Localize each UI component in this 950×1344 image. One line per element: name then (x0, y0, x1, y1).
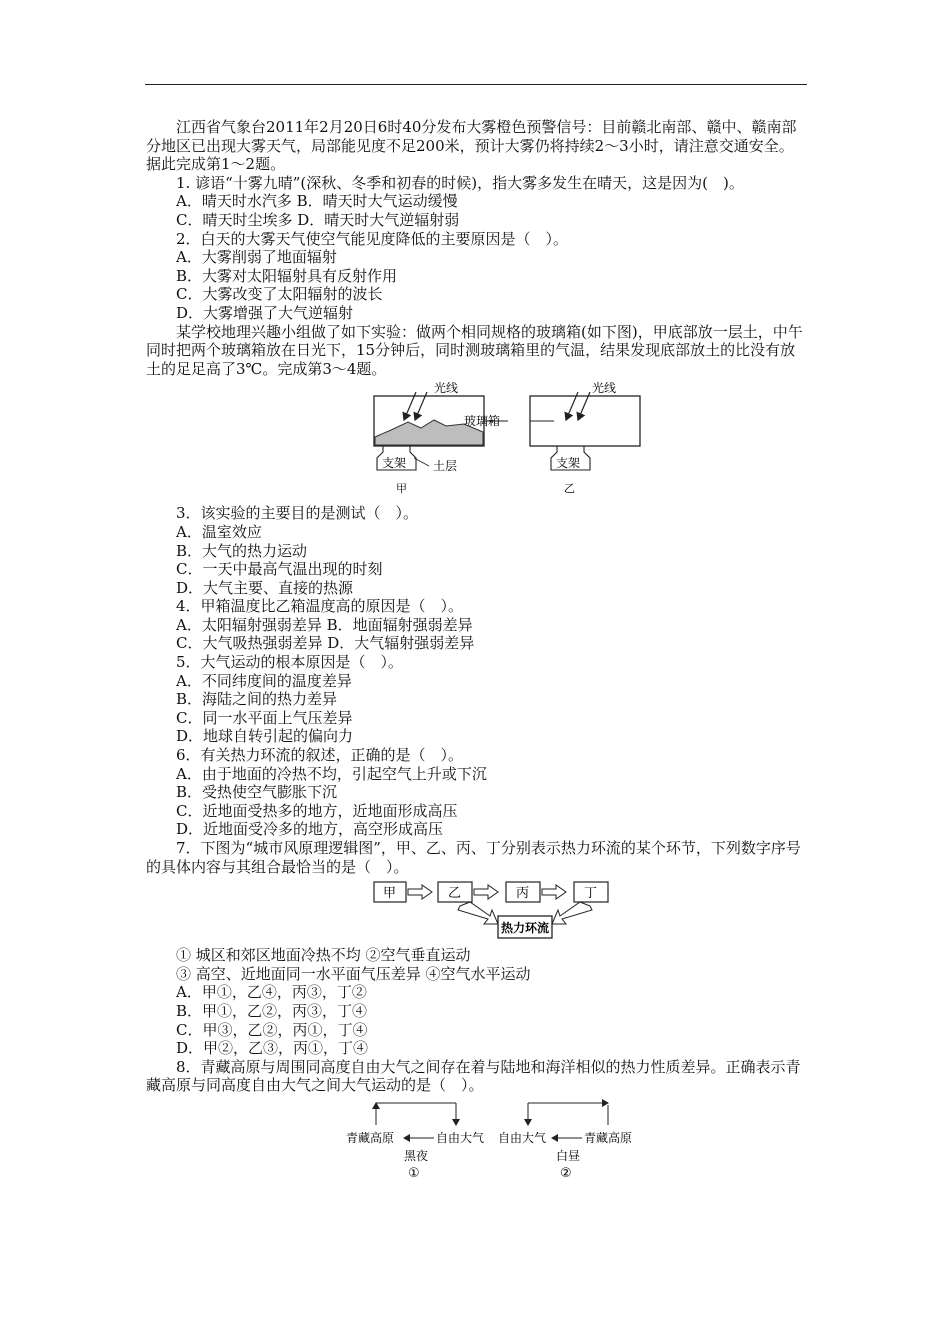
question-5-option: A．不同纬度间的温度差异 (176, 671, 352, 690)
left-caption: 黑夜 (404, 1148, 429, 1163)
question-7-option: A．甲①，乙④，丙③，丁② (176, 983, 367, 1002)
right-air-label: 自由大气 (498, 1130, 547, 1145)
question-8-stem: 8．青藏高原与周围同高度自由大气之间存在着与陆地和海洋相似的热力性质差异。正确表示青藏高原与同高度自由大气之间大气运动的是（ ）。 (146, 1057, 801, 1095)
question-6-option: A．由于地面的冷热不均，引起空气上升或下沉 (176, 764, 487, 783)
question-1-option: A．晴天时水汽多 B．晴天时大气运动缓慢 (176, 192, 458, 211)
question-6-stem: 6．有关热力环流的叙述，正确的是（ ）。 (176, 746, 464, 765)
intro-paragraph-2: 某学校地理兴趣小组做了如下实验：做两个相同规格的玻璃箱(如下图)，甲底部放一层土，中午同时把两个玻璃箱放在日光下，15分钟后，同时测玻璃箱里的气温，结果发现底部放土的比没有放土的足足高了3℃。完成第3～4题。 (146, 322, 803, 378)
box-jia-label: 甲 (396, 482, 407, 496)
question-2-option: C．大雾改变了太阳辐射的波长 (176, 285, 383, 304)
glass-box-label: 玻璃箱 (464, 414, 501, 429)
question-5-stem: 5．大气运动的根本原因是（ ）。 (176, 653, 404, 672)
question-5-option: C．同一水平面上气压差异 (176, 708, 353, 727)
question-6-option: C．近地面受热多的地方，近地面形成高压 (176, 801, 458, 820)
question-2-option: B．大雾对太阳辐射具有反射作用 (176, 266, 398, 285)
question-4-option: C．大气吸热强弱差异 D．大气辐射强弱差异 (176, 634, 475, 653)
question-7-option: C．甲③，乙②，丙①，丁④ (176, 1020, 368, 1039)
question-1-option: C．晴天时尘埃多 D．晴天时大气逆辐射弱 (176, 210, 460, 229)
left-air-label: 自由大气 (436, 1130, 485, 1145)
question-7-option: D．甲②，乙③，丙①，丁④ (176, 1039, 369, 1058)
light-label-2: 光线 (592, 381, 617, 396)
question-3-stem: 3．该实验的主要目的是测试（ ）。 (176, 504, 419, 523)
question-4-stem: 4．甲箱温度比乙箱温度高的原因是（ ）。 (176, 597, 464, 616)
intro-paragraph-1: 江西省气象台2011年2月20日6时40分发布大雾橙色预警信号：目前赣北南部、赣中、赣南部分地区已出现大雾天气，局部能见度不足200米，预计大雾仍将持续2～3小时，请注意交通安全。据此完成第1～2题。 (146, 118, 797, 174)
question-3-option: B．大气的热力运动 (176, 541, 308, 560)
question-3-option: D．大气主要、直接的热源 (176, 578, 354, 597)
plateau-circulation-diagram (146, 1097, 808, 1181)
light-label-1: 光线 (434, 381, 459, 396)
city-wind-logic-diagram (146, 878, 808, 944)
document-body (146, 118, 808, 1183)
question-2-option: D．大雾增强了大气逆辐射 (176, 303, 354, 322)
right-number: ② (560, 1165, 572, 1181)
city-wind-logic-figure (146, 878, 808, 944)
center-box-label: 热力环流 (501, 921, 550, 936)
question-6-option: B．受热使空气膨胀下沉 (176, 783, 338, 802)
question-3-option: A．温室效应 (176, 522, 262, 541)
stand-label-2: 支架 (556, 456, 581, 471)
header-rule (145, 84, 807, 85)
glass-box-diagram (146, 380, 808, 502)
box-label-ding: 丁 (584, 886, 598, 902)
glass-box-figure (146, 380, 808, 502)
question-1-stem: 1. 谚语“十雾九晴”(深秋、冬季和初春的时候)，指大雾多发生在晴天，这是因为( )。 (176, 173, 744, 192)
left-number: ① (408, 1165, 420, 1181)
question-6-option: D．近地面受冷多的地方，高空形成高压 (176, 820, 444, 839)
question-5-option: B．海陆之间的热力差异 (176, 690, 338, 709)
question-3-option: C．一天中最高气温出现的时刻 (176, 560, 383, 579)
question-7-item: ③ 高空、近地面同一水平面气压差异 ④空气水平运动 (176, 964, 531, 983)
question-2-stem: 2．白天的大雾天气使空气能见度降低的主要原因是（ ）。 (176, 229, 569, 248)
question-7-option: B．甲①，乙②，丙③，丁④ (176, 1001, 368, 1020)
right-plateau-label: 青藏高原 (584, 1130, 633, 1145)
question-2-option: A．大雾削弱了地面辐射 (176, 248, 337, 267)
left-plateau-label: 青藏高原 (346, 1130, 395, 1145)
box-yi-label: 乙 (564, 482, 575, 496)
question-4-option: A．太阳辐射强弱差异 B．地面辐射强弱差异 (176, 615, 473, 634)
box-label-jia: 甲 (383, 886, 397, 902)
stand-label-1: 支架 (382, 456, 407, 471)
box-label-bing: 丙 (516, 886, 530, 902)
soil-label: 土层 (433, 459, 458, 474)
right-caption: 白昼 (556, 1148, 581, 1163)
box-label-yi: 乙 (448, 886, 462, 902)
plateau-circulation-figure (146, 1097, 808, 1181)
question-5-option: D．地球自转引起的偏向力 (176, 727, 354, 746)
question-7-stem: 7．下图为“城市风原理逻辑图”，甲、乙、丙、丁分别表示热力环流的某个环节，下列数字序号的具体内容与其组合最恰当的是（ ）。 (146, 839, 801, 876)
question-7-item: ① 城区和郊区地面冷热不均 ②空气垂直运动 (176, 946, 471, 965)
